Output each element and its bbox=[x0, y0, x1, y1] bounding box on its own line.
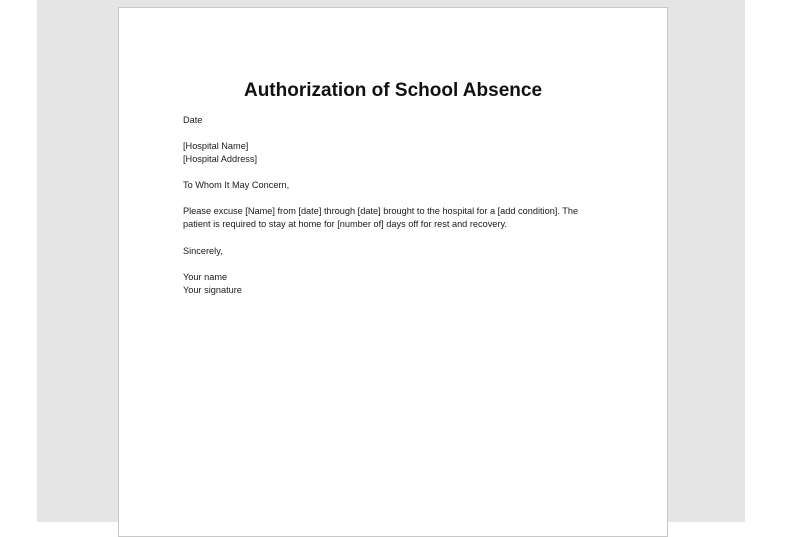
hospital-name-line: [Hospital Name] bbox=[183, 141, 249, 151]
closing-line: Sincerely, bbox=[183, 246, 223, 256]
salutation-line: To Whom It May Concern, bbox=[183, 180, 290, 190]
document-title: Authorization of School Absence bbox=[243, 80, 543, 101]
date-line: Date bbox=[183, 115, 203, 125]
your-name-line: Your name bbox=[183, 272, 228, 282]
body-paragraph-line-1: Please excuse [Name] from [date] through [date] brought to the hospital for a [add condition]. The bbox=[183, 206, 579, 216]
body-paragraph-line-2: patient is required to stay at home for [number of] days off for rest and recovery. bbox=[183, 219, 507, 229]
hospital-address-line: [Hospital Address] bbox=[183, 154, 258, 164]
document-page bbox=[118, 7, 668, 537]
your-signature-line: Your signature bbox=[183, 285, 242, 295]
